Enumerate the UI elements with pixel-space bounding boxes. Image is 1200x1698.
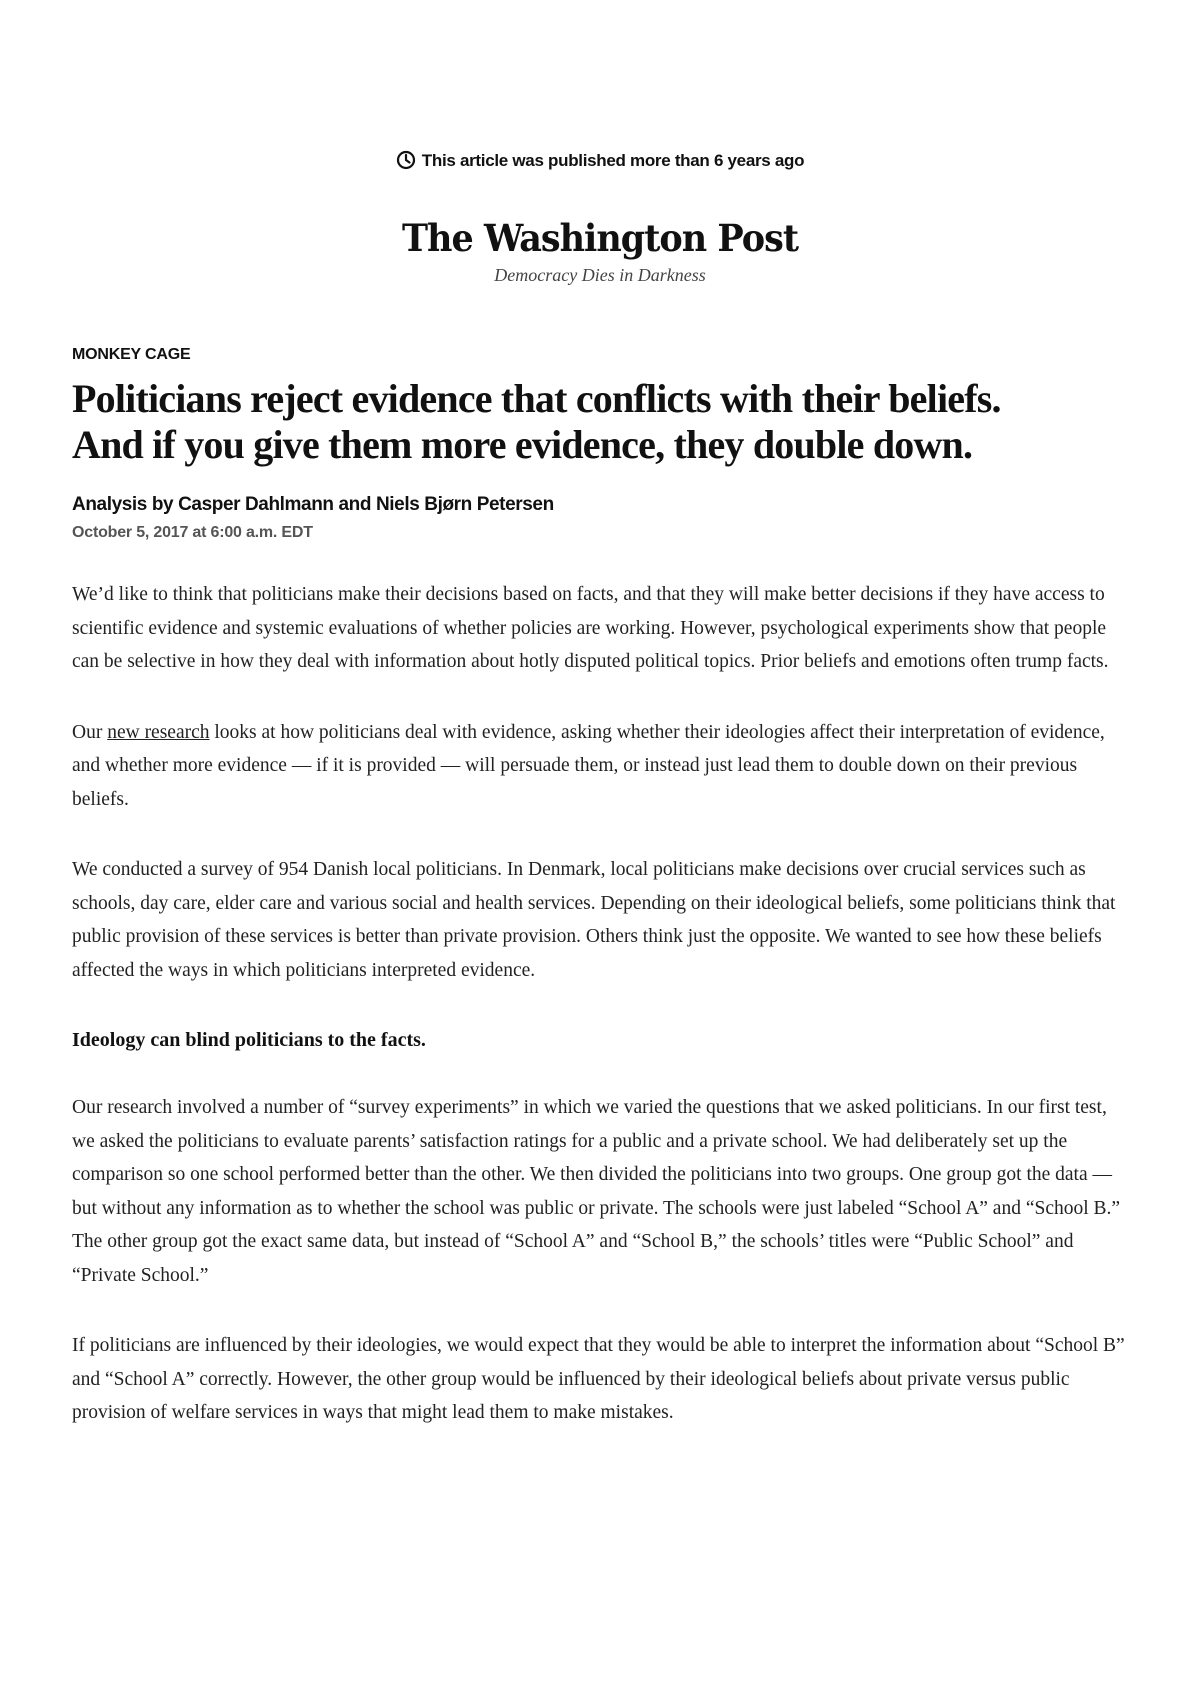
paragraph-1: We’d like to think that politicians make their decisions based on facts, and that they will make better decisions if they have access to scientific evidence and systemic evaluations of whether policies are working. However, psychological experiments show that people can be selective in how they deal with information about hotly disputed political topics. Prior beliefs and emotions often trump facts.	[72, 584, 1109, 672]
new-research-link[interactable]: new research	[107, 721, 210, 743]
masthead	[0, 218, 1200, 286]
publish-date: October 5, 2017 at 6:00 a.m. EDT	[72, 524, 313, 541]
masthead-tagline: Democracy Dies in Darkness	[494, 265, 706, 285]
paragraph-2-after: looks at how politicians deal with evidence, asking whether their ideologies affect their interpretation of evidence, and whether more evidence — if it is provided — will persuade them, or instead just lead them to double down on their previous beliefs.	[72, 721, 1105, 810]
section-kicker[interactable]: MONKEY CAGE	[72, 346, 191, 363]
age-notice-count: 6 years ago	[713, 151, 805, 170]
paragraph-2-before: Our	[72, 721, 108, 743]
headline-line-2: And if you give them more evidence, they double down.	[72, 422, 973, 467]
byline: Analysis by Casper Dahlmann and Niels Bjørn Petersen	[72, 494, 554, 515]
paragraph-3: We conducted a survey of 954 Danish local politicians. In Denmark, local politicians make decisions over crucial services such as schools, day care, elder care and various social and health services. Depending on their ideological beliefs, some politicians think that public provision of these services is better than private provision. Others think just the opposite. We wanted to see how these beliefs affected the ways in which politicians interpreted evidence.	[72, 859, 1116, 981]
subheading: Ideology can blind politicians to the facts.	[72, 1029, 426, 1051]
headline-line-1: Politicians reject evidence that conflicts with their beliefs.	[72, 376, 1001, 421]
age-notice	[0, 150, 1200, 175]
article-body	[72, 578, 1132, 1430]
age-notice-prefix: This article was published more than	[421, 151, 714, 170]
article-headline	[72, 376, 1132, 468]
clock-icon	[396, 150, 416, 175]
paragraph-2	[72, 716, 1132, 817]
paragraph-4: Our research involved a number of “survey experiments” in which we varied the questions that we asked politicians. In our first test, we asked the politicians to evaluate parents’ satisfaction ratings for a public and a private school. We had deliberately set up the comparison so one school performed better than the other. We then divided the politicians into two groups. One group got the data — but without any information as to whether the school was public or private. The schools were just labeled “School A” and “School B.” The other group got the exact same data, but instead of “School A” and “School B,” the schools’ titles were “Public School” and “Private School.”	[72, 1097, 1121, 1286]
paragraph-5: If politicians are influenced by their ideologies, we would expect that they would be able to interpret the information about “School B” and “School A” correctly. However, the other group would be influenced by their ideological beliefs about private versus public provision of welfare services in ways that might lead them to make mistakes.	[72, 1335, 1125, 1423]
article	[72, 346, 1132, 1467]
washington-post-logo[interactable]: The Washington Post	[402, 216, 798, 261]
